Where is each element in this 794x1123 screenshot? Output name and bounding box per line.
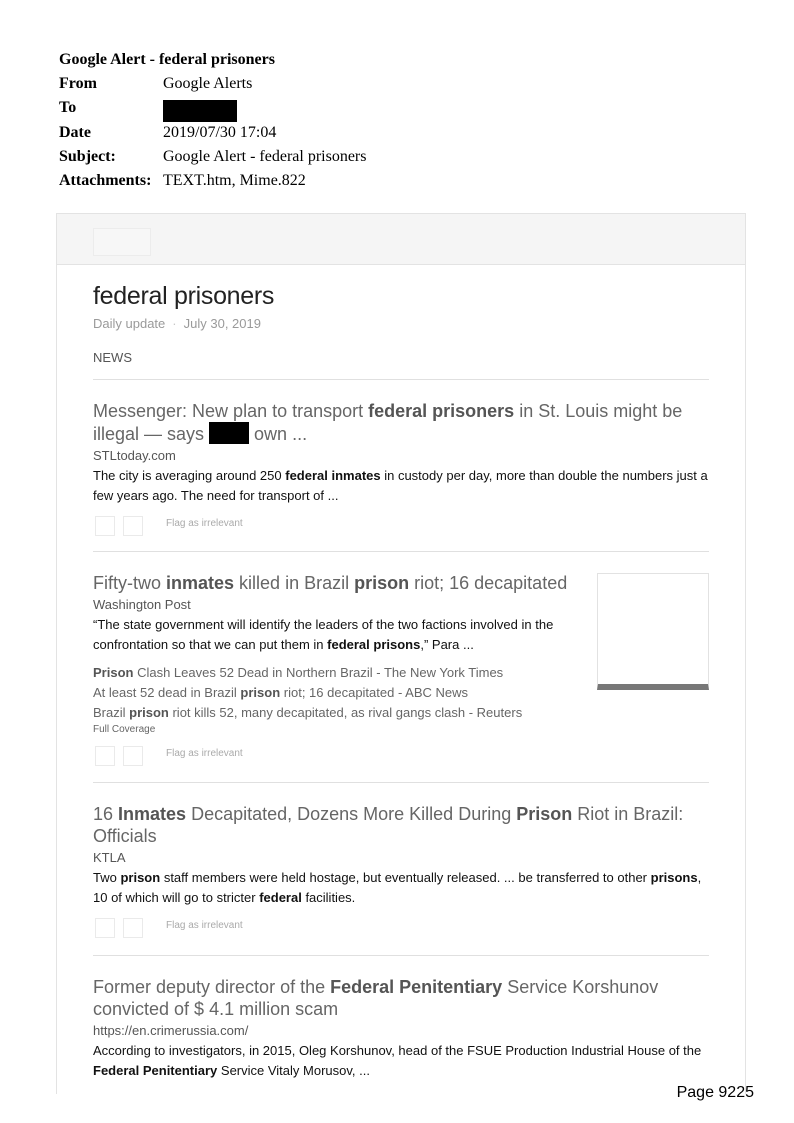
news-item [93,803,709,940]
divider [93,551,709,552]
share-icon[interactable] [95,918,115,938]
item-actions [93,918,709,940]
attachments-value: TEXT.htm, Mime.822 [163,171,306,189]
alert-date: July 30, 2019 [183,316,261,331]
card-header-bar [57,214,745,265]
news-item-title[interactable]: Messenger: New plan to transport federal prisoners in St. Louis might be illegal — says own ... [93,401,683,444]
subject-label: Subject: [59,147,116,165]
news-item-source: Washington Post [93,597,191,612]
to-label: To [59,99,77,117]
news-item-snippet: Two prison staff members were held hostage, but eventually released. ... be transferred to other prisons, 10 of which will go to stricter federal facilities. [93,870,702,905]
share-icon[interactable] [123,918,143,938]
date-value: 2019/07/30 17:04 [163,123,277,141]
from-label: From [59,75,97,93]
section-label: NEWS [93,350,132,365]
news-item [93,976,709,1081]
email-title: Google Alert - federal prisoners [59,51,275,68]
news-item-snippet: “The state government will identify the leaders of the two factions involved in the confrontation so that we can put them in federal prisons,” Para ... [93,617,554,652]
related-link[interactable]: Prison Clash Leaves 52 Dead in Northern Brazil - The New York Times [93,665,504,680]
news-item [93,400,709,538]
news-item-snippet: According to investigators, in 2015, Oleg Korshunov, head of the FSUE Production Industrial House of the Federal Penitentiary Service Vitaly Morusov, ... [93,1043,702,1078]
item-actions [93,746,709,768]
alert-subtitle [93,316,261,331]
divider [93,782,709,783]
news-item-title[interactable]: Former deputy director of the Federal Penitentiary Service Korshunov convicted of $ 4.1 million scam [93,977,659,1019]
related-link[interactable]: At least 52 dead in Brazil prison riot; 16 decapitated - ABC News [93,685,469,700]
alert-query-title: federal prisoners [93,282,275,310]
date-label: Date [59,123,91,141]
share-icon[interactable] [95,746,115,766]
page-number: Page 9225 [676,1084,754,1101]
news-item-title[interactable]: 16 Inmates Decapitated, Dozens More Killed During Prison Riot in Brazil: Officials [93,804,684,846]
divider [93,955,709,956]
share-icon[interactable] [95,516,115,536]
from-value: Google Alerts [163,75,253,93]
news-thumbnail-image[interactable] [597,573,709,690]
attachments-label: Attachments: [59,171,152,189]
news-item-title[interactable]: Fifty-two inmates killed in Brazil prison riot; 16 decapitated [93,573,568,593]
news-item-source: STLtoday.com [93,448,176,463]
share-icon[interactable] [123,746,143,766]
flag-irrelevant-link[interactable]: Flag as irrelevant [166,920,243,931]
item-actions [93,516,709,538]
separator-dot: · [172,316,177,331]
redaction-box [163,100,237,122]
flag-irrelevant-link[interactable]: Flag as irrelevant [166,518,243,529]
full-coverage-link[interactable]: Full Coverage [93,724,156,735]
divider [93,379,709,380]
news-item-snippet: The city is averaging around 250 federal inmates in custody per day, more than double the numbers just a few years ago. The need for transport of ... [93,468,708,503]
news-item-source: https://en.crimerussia.com/ [93,1023,249,1038]
alert-frequency: Daily update [93,316,166,331]
news-item-source: KTLA [93,850,126,865]
alert-card [56,213,746,1094]
share-icon[interactable] [123,516,143,536]
redaction-box [209,422,249,444]
subject-value: Google Alert - federal prisoners [163,147,367,165]
google-logo-placeholder [93,228,151,256]
flag-irrelevant-link[interactable]: Flag as irrelevant [166,748,243,759]
related-link[interactable]: Brazil prison riot kills 52, many decapitated, as rival gangs clash - Reuters [93,705,523,720]
